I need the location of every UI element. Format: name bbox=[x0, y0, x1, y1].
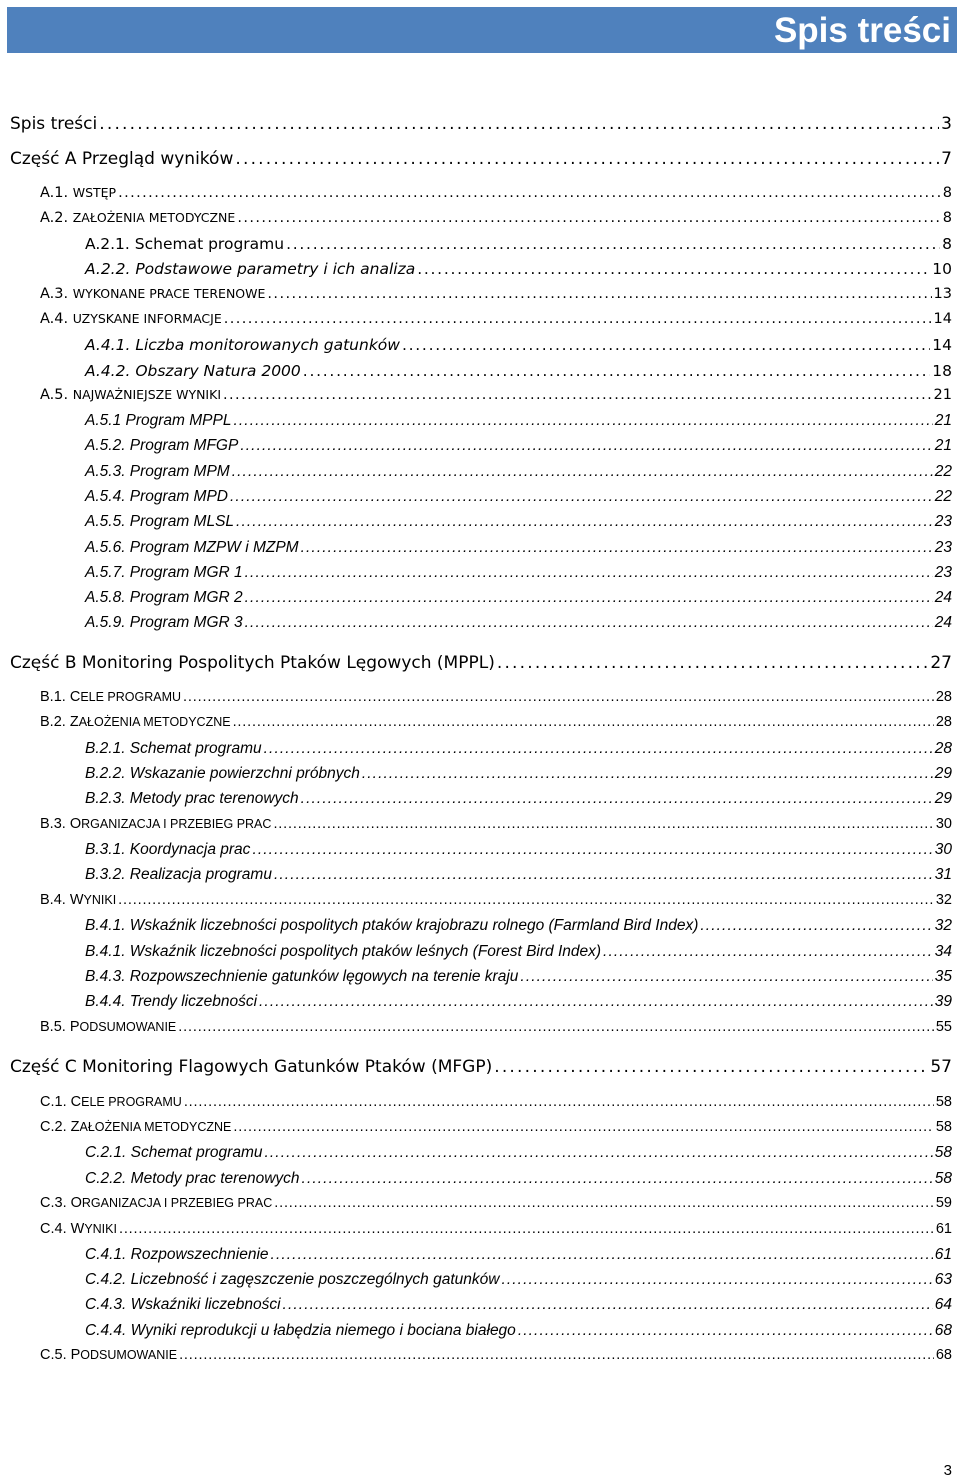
toc-entry-a5[interactable]: A.5. NAJWAŻNIEJSZE WYNIKI . . . 21 bbox=[40, 387, 952, 411]
header-bar bbox=[7, 7, 957, 53]
toc-entry-spis-tresci[interactable]: Spis treści . . . 3 bbox=[10, 114, 952, 138]
toc-entry-a41[interactable]: A.4.1. Liczba monitorowanych gatunków . . . 14 bbox=[85, 336, 952, 360]
toc-entry-a22[interactable]: A.2.2. Podstawowe parametry i ich analiza . . . 10 bbox=[85, 260, 952, 284]
toc-entry-c2[interactable]: C.2. ZAŁOŻENIA METODYCZNE . . . 58 bbox=[40, 1119, 952, 1143]
toc-entry-c21[interactable]: C.2.1. Schemat programu . . . 58 bbox=[85, 1144, 952, 1168]
toc-entry-b32[interactable]: B.3.2. Realizacja programu . . . 31 bbox=[85, 866, 952, 890]
toc-entry-b41-forest[interactable]: B.4.1. Wskaźnik liczebności pospolitych ptaków leśnych (Forest Bird Index) . . . 34 bbox=[85, 943, 952, 967]
toc-entry-c42[interactable]: C.4.2. Liczebność i zagęszczenie poszczególnych gatunków . . . 63 bbox=[85, 1271, 952, 1295]
toc-entry-c41[interactable]: C.4.1. Rozpowszechnienie . . . 61 bbox=[85, 1246, 952, 1270]
toc-entry-b5[interactable]: B.5. PODSUMOWANIE . . . 55 bbox=[40, 1019, 952, 1043]
toc-entry-a1[interactable]: A.1. WSTĘP . . . 8 bbox=[40, 185, 952, 209]
toc-entry-a59[interactable]: A.5.9. Program MGR 3 . . . 24 bbox=[85, 614, 952, 638]
toc-entry-a4[interactable]: A.4. UZYSKANE INFORMACJE . . . 14 bbox=[40, 311, 952, 335]
toc-entry-a53[interactable]: A.5.3. Program MPM . . . 22 bbox=[85, 463, 952, 487]
toc-entry-czesc-a[interactable]: Część A Przegląd wyników . . . 7 bbox=[10, 149, 952, 173]
toc-entry-a2[interactable]: A.2. ZAŁOŻENIA METODYCZNE . . . 8 bbox=[40, 210, 952, 234]
toc-entry-b41-farmland[interactable]: B.4.1. Wskaźnik liczebności pospolitych ptaków krajobrazu rolnego (Farmland Bird Index) . . . 32 bbox=[85, 917, 952, 941]
toc-entry-b23[interactable]: B.2.3. Metody prac terenowych . . . 29 bbox=[85, 790, 952, 814]
toc-entry-b21[interactable]: B.2.1. Schemat programu . . . 28 bbox=[85, 740, 952, 764]
toc-entry-b1[interactable]: B.1. CELE PROGRAMU . . . 28 bbox=[40, 689, 952, 713]
toc-entry-a57[interactable]: A.5.7. Program MGR 1 . . . 23 bbox=[85, 564, 952, 588]
toc-entry-c43[interactable]: C.4.3. Wskaźniki liczebności . . . 64 bbox=[85, 1296, 952, 1320]
toc-entry-b31[interactable]: B.3.1. Koordynacja prac . . . 30 bbox=[85, 841, 952, 865]
toc-entry-c44[interactable]: C.4.4. Wyniki reprodukcji u łabędzia niemego i bociana białego . . . 68 bbox=[85, 1322, 952, 1346]
toc-entry-a55[interactable]: A.5.5. Program MLSL . . . 23 bbox=[85, 513, 952, 537]
toc-entry-b43[interactable]: B.4.3. Rozpowszechnienie gatunków lęgowych na terenie kraju . . . 35 bbox=[85, 968, 952, 992]
toc-entry-c5[interactable]: C.5. PODSUMOWANIE . . . 68 bbox=[40, 1347, 952, 1371]
toc-entry-c4[interactable]: C.4. WYNIKI . . . 61 bbox=[40, 1221, 952, 1245]
toc-entry-czesc-c[interactable]: Część C Monitoring Flagowych Gatunków Ptaków (MFGP) . . . 57 bbox=[10, 1057, 952, 1081]
toc-entry-c3[interactable]: C.3. ORGANIZACJA I PRZEBIEG PRAC . . . 59 bbox=[40, 1195, 952, 1219]
toc-entry-b3[interactable]: B.3. ORGANIZACJA I PRZEBIEG PRAC . . . 30 bbox=[40, 816, 952, 840]
toc-entry-a3[interactable]: A.3. WYKONANE PRACE TERENOWE . . . 13 bbox=[40, 286, 952, 310]
toc-entry-b4[interactable]: B.4. WYNIKI . . . 32 bbox=[40, 892, 952, 916]
toc-entry-a21[interactable]: A.2.1. Schemat programu . . . 8 bbox=[85, 235, 952, 259]
toc-entry-a56[interactable]: A.5.6. Program MZPW i MZPM . . . 23 bbox=[85, 539, 952, 563]
toc-entry-a54[interactable]: A.5.4. Program MPD . . . 22 bbox=[85, 488, 952, 512]
page-number: 3 bbox=[943, 1462, 952, 1479]
toc-entry-a58[interactable]: A.5.8. Program MGR 2 . . . 24 bbox=[85, 589, 952, 613]
toc-entry-a42[interactable]: A.4.2. Obszary Natura 2000 . . . 18 bbox=[85, 362, 952, 386]
toc-entry-b22[interactable]: B.2.2. Wskazanie powierzchni próbnych . . . 29 bbox=[85, 765, 952, 789]
toc-entry-b2[interactable]: B.2. ZAŁOŻENIA METODYCZNE . . . 28 bbox=[40, 714, 952, 738]
toc-entry-czesc-b[interactable]: Część B Monitoring Pospolitych Ptaków Lęgowych (MPPL) . . . 27 bbox=[10, 653, 952, 677]
toc-entry-c22[interactable]: C.2.2. Metody prac terenowych . . . 58 bbox=[85, 1170, 952, 1194]
toc-entry-b44[interactable]: B.4.4. Trendy liczebności . . . 39 bbox=[85, 993, 952, 1017]
toc-entry-a52[interactable]: A.5.2. Program MFGP . . . 21 bbox=[85, 437, 952, 461]
page-title: Spis treści bbox=[773, 11, 951, 50]
toc-entry-c1[interactable]: C.1. CELE PROGRAMU . . . 58 bbox=[40, 1094, 952, 1118]
toc-entry-a51[interactable]: A.5.1 Program MPPL . . . 21 bbox=[85, 412, 952, 436]
